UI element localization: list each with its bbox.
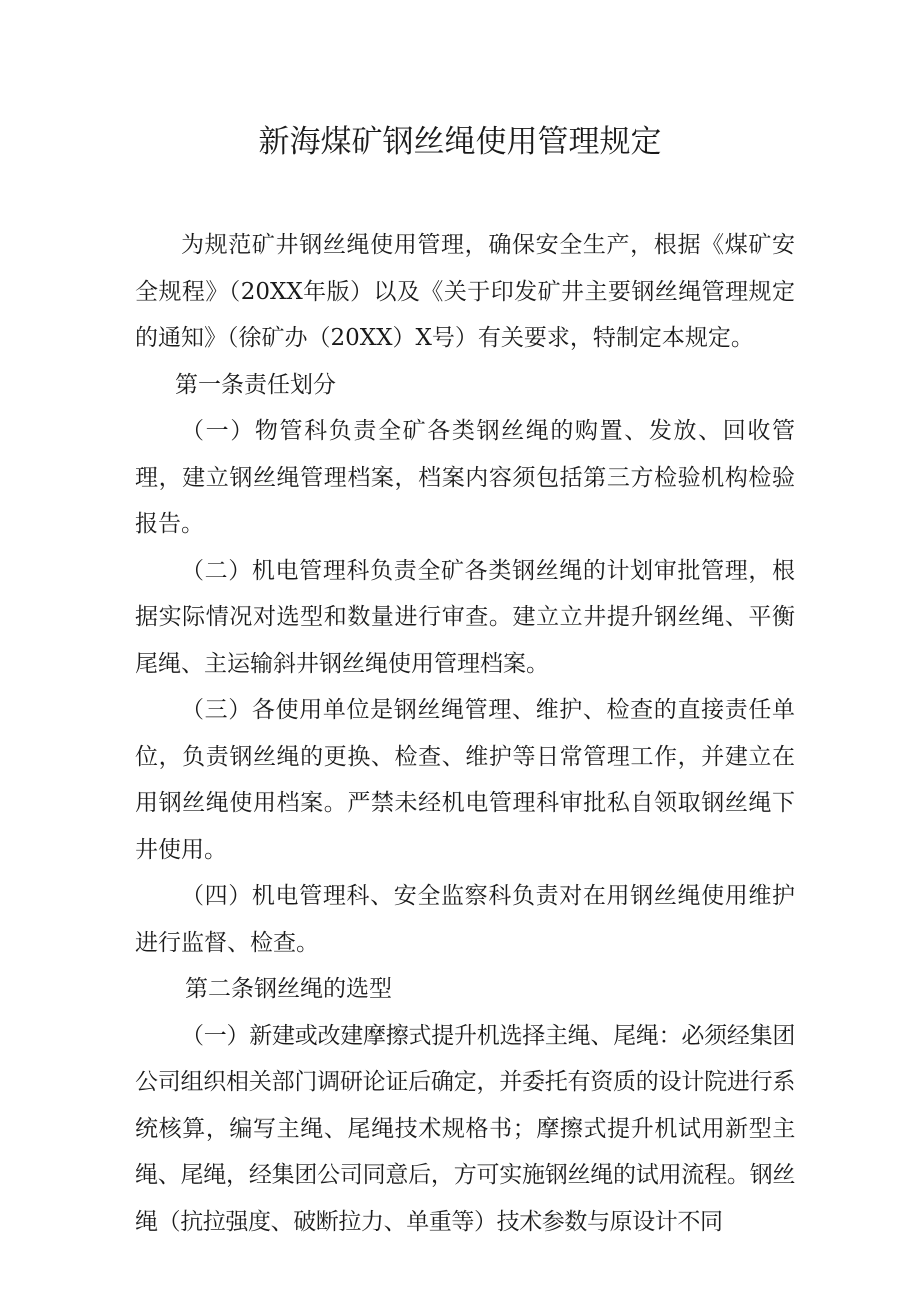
article-1-item-2: （二）机电管理科负责全矿各类钢丝绳的计划审批管理，根据实际情况对选型和数量进行审查。建立立井提升钢丝绳、平衡尾绳、主运输斜井钢丝绳使用管理档案。 xyxy=(135,557,795,677)
intro-paragraph: 为规范矿井钢丝绳使用管理，确保安全生产，根据《煤矿安全规程》（20XX年版）以及《关于印发矿井主要钢丝绳管理规定的通知》（徐矿办（20XX）X号）有关要求，特制定本规定。 xyxy=(135,232,795,351)
article-1-heading: 第一条责任划分 xyxy=(175,371,336,398)
article-1-item-3: （三）各使用单位是钢丝绳管理、维护、检查的直接责任单位，负责钢丝绳的更换、检查、维护等日常管理工作，并建立在用钢丝绳使用档案。严禁未经机电管理科审批私自领取钢丝绳下井使用。 xyxy=(135,697,795,863)
document-title: 新海煤矿钢丝绳使用管理规定 xyxy=(258,124,662,160)
article-2-heading: 第二条钢丝绳的选型 xyxy=(185,976,392,1002)
document-body xyxy=(135,222,795,1245)
article-1-item-1: （一）物管科负责全矿各类钢丝绳的购置、发放、回收管理，建立钢丝绳管理档案，档案内容须包括第三方检验机构检验报告。 xyxy=(135,418,795,537)
article-2-item-1: （一）新建或改建摩擦式提升机选择主绳、尾绳：必须经集团公司组织相关部门调研论证后确定，并委托有资质的设计院进行系统核算，编写主绳、尾绳技术规格书；摩擦式提升机试用新型主绳、尾绳，经集团公司同意后，方可实施钢丝绳的试用流程。钢丝绳（抗拉强度、破断拉力、单重等）技术参数与原设计不同 xyxy=(135,1022,795,1235)
article-1-item-4: （四）机电管理科、安全监察科负责对在用钢丝绳使用维护进行监督、检查。 xyxy=(135,883,795,956)
